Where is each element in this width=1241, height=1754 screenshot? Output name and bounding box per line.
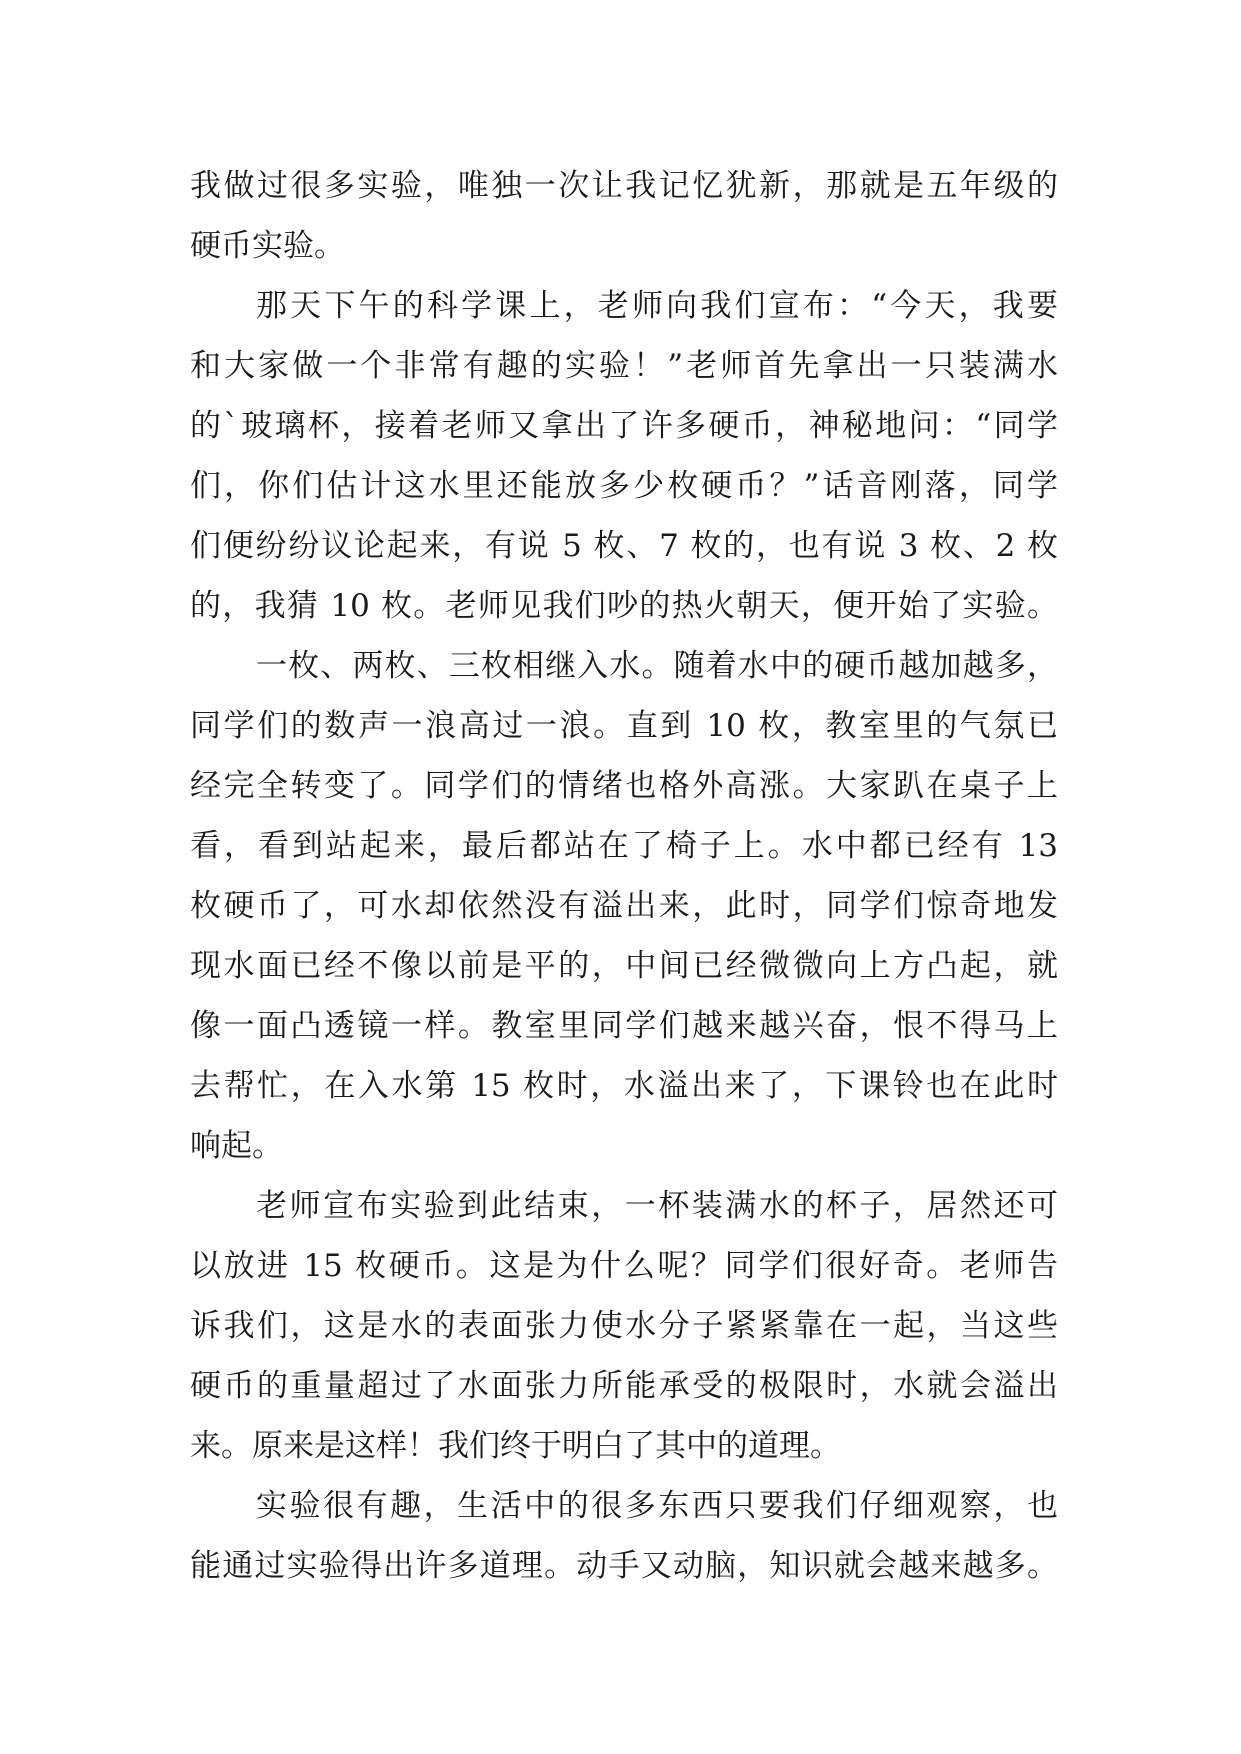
text-line: 能通过实验得出许多道理。动手又动脑，知识就会越来越多。 <box>190 1548 1058 1584</box>
text-line: 以放进 15 枚硬币。这是为什么呢？同学们很好奇。老师告 <box>190 1248 1058 1284</box>
text-line: 诉我们，这是水的表面张力使水分子紧紧靠在一起，当这些 <box>190 1308 1058 1344</box>
text-line: 像一面凸透镜一样。教室里同学们越来越兴奋，恨不得马上 <box>190 1008 1058 1044</box>
text-line: 老师宣布实验到此结束，一杯装满水的杯子，居然还可 <box>256 1188 1058 1224</box>
text-line: 我做过很多实验，唯独一次让我记忆犹新，那就是五年级的 <box>190 168 1058 204</box>
text-line: 的，我猜 10 枚。老师见我们吵的热火朝天，便开始了实验。 <box>190 588 1058 624</box>
text-line: 去帮忙，在入水第 15 枚时，水溢出来了，下课铃也在此时 <box>190 1068 1058 1104</box>
text-line: 硬币的重量超过了水面张力所能承受的极限时，水就会溢出 <box>190 1368 1058 1404</box>
text-line: 枚硬币了，可水却依然没有溢出来，此时，同学们惊奇地发 <box>190 888 1058 924</box>
text-line: 看，看到站起来，最后都站在了椅子上。水中都已经有 13 <box>190 828 1058 864</box>
text-line: 同学们的数声一浪高过一浪。直到 10 枚，教室里的气氛已 <box>190 708 1058 744</box>
text-line: 经完全转变了。同学们的情绪也格外高涨。大家趴在桌子上 <box>190 768 1058 804</box>
document-body <box>190 156 1058 1596</box>
text-line: 们，你们估计这水里还能放多少枚硬币？”话音刚落，同学 <box>190 468 1058 504</box>
text-line: 响起。 <box>190 1128 283 1164</box>
text-line: 那天下午的科学课上，老师向我们宣布：“今天，我要 <box>256 288 1058 324</box>
text-line: 现水面已经不像以前是平的，中间已经微微向上方凸起，就 <box>190 948 1058 984</box>
text-line: 实验很有趣，生活中的很多东西只要我们仔细观察，也 <box>256 1488 1058 1524</box>
text-line: 一枚、两枚、三枚相继入水。随着水中的硬币越加越多， <box>256 648 1058 684</box>
text-line: 来。原来是这样！我们终于明白了其中的道理。 <box>190 1428 841 1464</box>
text-line: 的`玻璃杯，接着老师又拿出了许多硬币，神秘地问：“同学 <box>190 408 1058 444</box>
text-line: 和大家做一个非常有趣的实验！”老师首先拿出一只装满水 <box>190 348 1058 384</box>
text-line: 们便纷纷议论起来，有说 5 枚、7 枚的，也有说 3 枚、2 枚 <box>190 528 1058 564</box>
text-line: 硬币实验。 <box>190 228 345 264</box>
